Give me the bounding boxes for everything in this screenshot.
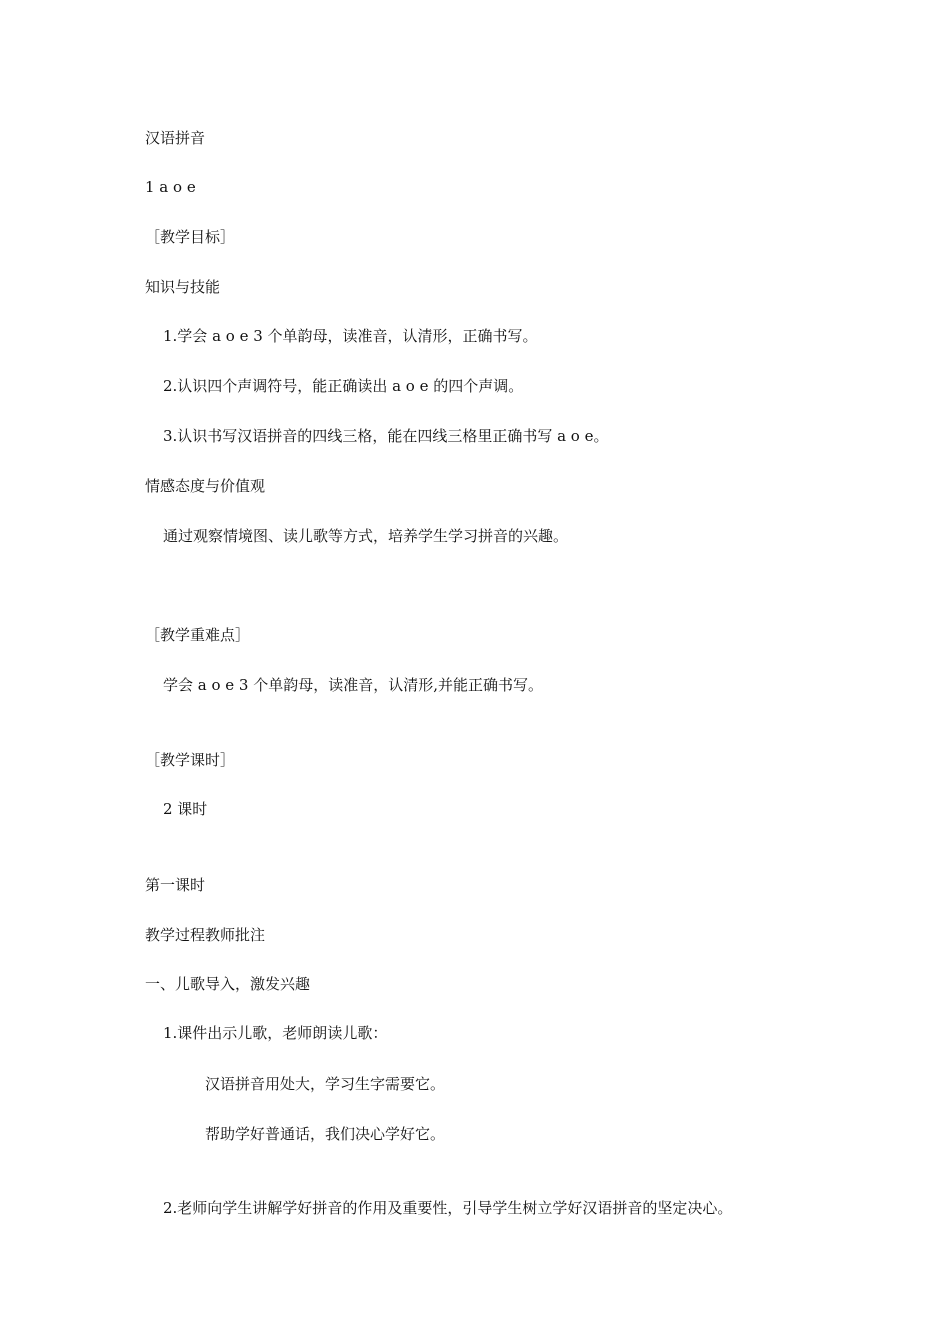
poem-line-1: 汉语拼音用处大，学习生字需要它。 bbox=[205, 1075, 446, 1093]
hours-text: 2 课时 bbox=[163, 800, 208, 818]
first-lesson-heading: 第一课时 bbox=[145, 876, 206, 894]
page-title: 汉语拼音 bbox=[145, 129, 206, 147]
key-points-heading: ［教学重难点］ bbox=[145, 626, 251, 644]
emotion-text: 通过观察情境图、读儿歌等方式，培养学生学习拼音的兴趣。 bbox=[163, 527, 569, 545]
lesson-title: 1 a o e bbox=[145, 178, 196, 196]
knowledge-item-2: 2.认识四个声调符号，能正确读出 a o e 的四个声调。 bbox=[163, 377, 524, 395]
key-points-text: 学会 a o e 3 个单韵母，读准音，认清形,并能正确书写。 bbox=[163, 676, 544, 694]
poem-line-2: 帮助学好普通话，我们决心学好它。 bbox=[205, 1125, 446, 1143]
section-1-item-1: 1.课件出示儿歌，老师朗读儿歌： bbox=[163, 1024, 388, 1042]
knowledge-item-3: 3.认识书写汉语拼音的四线三格，能在四线三格里正确书写 a o e。 bbox=[163, 427, 609, 445]
section-1-heading: 一、儿歌导入，激发兴趣 bbox=[145, 975, 311, 993]
hours-heading: ［教学课时］ bbox=[145, 751, 236, 769]
goals-heading: ［教学目标］ bbox=[145, 228, 236, 246]
knowledge-item-1: 1.学会 a o e 3 个单韵母，读准音，认清形，正确书写。 bbox=[163, 327, 538, 345]
section-1-item-2: 2.老师向学生讲解学好拼音的作用及重要性，引导学生树立学好汉语拼音的坚定决心。 bbox=[163, 1199, 733, 1217]
knowledge-heading: 知识与技能 bbox=[145, 278, 221, 296]
process-heading: 教学过程教师批注 bbox=[145, 926, 266, 944]
emotion-heading: 情感态度与价值观 bbox=[145, 477, 266, 495]
